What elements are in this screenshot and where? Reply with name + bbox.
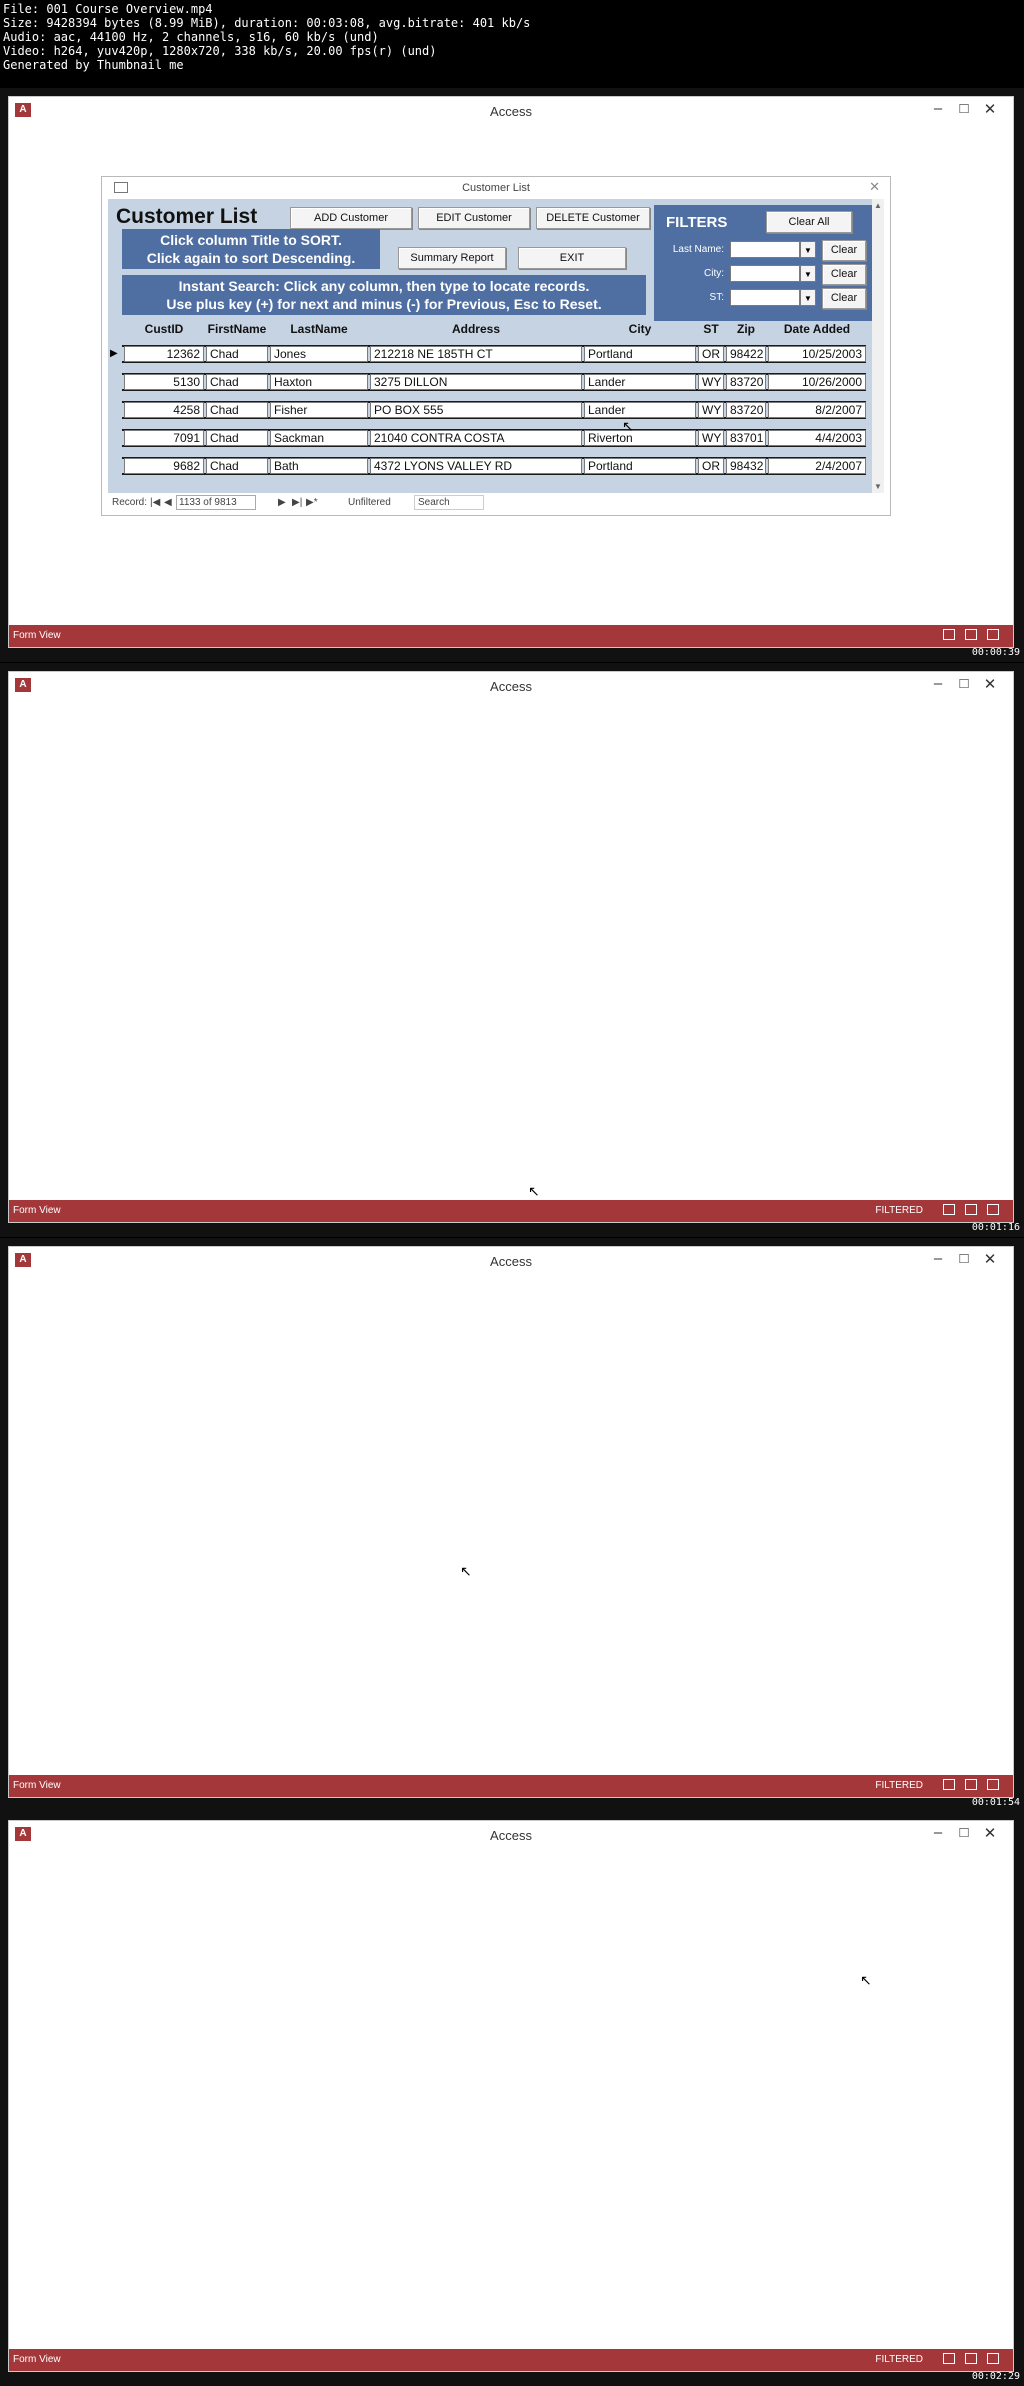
cell-city[interactable]: Lander [584,402,696,418]
form-view-icon[interactable] [943,629,955,640]
city-filter-clear-button[interactable]: Clear [822,264,866,285]
meta-line: Generated by Thumbnail me [3,58,184,72]
cell-st[interactable]: WY [698,374,724,390]
city-filter-label: City: [704,268,724,279]
maximize-icon[interactable]: □ [959,1824,969,1841]
scroll-up-icon[interactable]: ▲ [874,201,882,210]
cell-address[interactable]: PO BOX 555 [370,402,582,418]
column-header-city[interactable]: City [628,322,652,336]
cell-city[interactable]: Portland [584,458,696,474]
window-title: Access [490,1254,532,1269]
close-icon[interactable]: ✕ [983,1251,997,1268]
mouse-cursor-icon: ↖ [622,418,634,434]
video-timestamp: 00:01:54 [971,1797,1020,1808]
access-app-icon: A [15,103,31,117]
cell-zip[interactable]: 83720 [726,374,766,390]
mouse-cursor-icon: ↖ [528,1183,540,1199]
window-titlebar [9,672,1013,700]
cell-custid[interactable]: 9682 [124,458,204,474]
access-window [8,96,1014,648]
cell-custid[interactable]: 12362 [124,346,204,362]
first-record-icon[interactable]: |◀ [150,497,161,508]
filters-panel [654,205,872,321]
new-record-icon[interactable]: ▶* [306,497,318,508]
state-filter-dropdown-icon[interactable]: ▼ [800,289,816,306]
cell-firstname[interactable]: Chad [206,346,268,362]
edit-customer-button[interactable]: EDIT Customer [418,207,530,229]
cell-date-added[interactable]: 2/4/2007 [768,458,866,474]
datasheet-view-icon[interactable] [965,2353,977,2364]
column-header-date-added[interactable]: Date Added [783,322,851,336]
window-titlebar [9,1821,1013,1849]
cell-date-added[interactable]: 10/26/2000 [768,374,866,390]
form-view-label: Form View [13,1780,61,1791]
sort-instructions [122,229,380,269]
last-name-filter-input[interactable] [730,241,800,258]
cell-custid[interactable]: 4258 [124,402,204,418]
form-body [108,199,872,493]
meta-line: Size: 9428394 bytes (8.99 MiB), duration: 00:03:08, avg.bitrate: 401 kb/s [3,16,531,30]
minimize-icon[interactable]: – [933,1824,943,1841]
cell-zip[interactable]: 83720 [726,402,766,418]
search-text-1: Instant Search: Click any column, then type to locate records. [178,278,590,294]
access-app-icon: A [15,1253,31,1267]
datasheet-view-icon[interactable] [965,1204,977,1215]
layout-view-icon[interactable] [987,2353,999,2364]
access-window [8,671,1014,1223]
cell-st[interactable]: WY [698,402,724,418]
video-timestamp: 00:02:29 [971,2371,1020,2382]
prev-record-icon[interactable]: ◀ [164,497,172,508]
table-row[interactable] [108,343,872,365]
form-view-icon[interactable] [943,1779,955,1790]
last-record-icon[interactable]: ▶| [292,497,303,508]
video-timestamp: 00:00:39 [971,647,1020,658]
minimize-icon[interactable]: – [933,675,943,692]
table-row[interactable] [108,455,872,477]
window-title: Access [490,1828,532,1843]
cell-zip[interactable]: 98432 [726,458,766,474]
cell-date-added[interactable]: 10/25/2003 [768,346,866,362]
table-row[interactable] [108,399,872,421]
mouse-cursor-icon: ↖ [860,1972,872,1988]
form-view-label: Form View [13,1205,61,1216]
column-header-lastname[interactable]: LastName [290,322,348,336]
cell-city[interactable]: Lander [584,374,696,390]
cell-firstname[interactable]: Chad [206,430,268,446]
mouse-cursor-icon: ↖ [460,1563,472,1579]
form-view-label: Form View [13,2354,61,2365]
cell-lastname[interactable]: Sackman [270,430,368,446]
meta-line: File: 001 Course Overview.mp4 [3,2,213,16]
cell-date-added[interactable]: 8/2/2007 [768,402,866,418]
cell-address[interactable]: 212218 NE 185TH CT [370,346,582,362]
record-label: Record: [112,497,148,508]
cell-lastname[interactable]: Haxton [270,374,368,390]
clear-all-button[interactable]: Clear All [766,211,852,233]
cell-address[interactable]: 21040 CONTRA COSTA [370,430,582,446]
video-frame [0,88,1024,662]
video-timestamp: 00:01:16 [971,1222,1020,1233]
window-titlebar [9,97,1013,125]
meta-line: Audio: aac, 44100 Hz, 2 channels, s16, 60 kb/s (und) [3,30,379,44]
exit-button[interactable]: EXIT [518,247,626,269]
status-bar [9,625,1013,647]
access-window [8,1246,1014,1798]
cell-custid[interactable]: 5130 [124,374,204,390]
column-header-row [108,321,872,337]
layout-view-icon[interactable] [987,629,999,640]
meta-line: Video: h264, yuv420p, 1280x720, 338 kb/s, 20.00 fps(r) (und) [3,44,437,58]
sort-text-2: Click again to sort Descending. [146,250,356,266]
delete-customer-button[interactable]: DELETE Customer [536,207,650,229]
state-filter-label: ST: [709,292,724,303]
column-header-address[interactable]: Address [451,322,501,336]
cell-address[interactable]: 3275 DILLON [370,374,582,390]
column-header-zip[interactable]: Zip [737,322,755,336]
state-filter-input[interactable] [730,289,800,306]
status-bar [9,2349,1013,2371]
form-view-icon[interactable] [943,2353,955,2364]
last-name-filter-clear-button[interactable]: Clear [822,240,866,261]
cell-lastname[interactable]: Jones [270,346,368,362]
video-frame [0,1812,1024,2386]
cell-firstname[interactable]: Chad [206,458,268,474]
cell-firstname[interactable]: Chad [206,402,268,418]
form-close-icon[interactable]: ✕ [869,179,880,194]
record-selector-icon[interactable]: ▶ [110,348,118,359]
column-header-firstname[interactable]: FirstName [207,322,267,336]
access-app-icon: A [15,1827,31,1841]
filter-toggle-button[interactable]: Unfiltered [348,497,391,508]
next-record-icon[interactable]: ▶ [278,497,286,508]
search-box[interactable]: Search [414,495,484,510]
state-filter-clear-button[interactable]: Clear [822,288,866,309]
access-window [8,1820,1014,2372]
datasheet-view-icon[interactable] [965,629,977,640]
customer-list-form [101,176,891,516]
close-icon[interactable]: ✕ [983,1825,997,1842]
maximize-icon[interactable]: □ [959,100,969,117]
maximize-icon[interactable]: □ [959,1250,969,1267]
form-view-label: Form View [13,630,61,641]
cell-lastname[interactable]: Bath [270,458,368,474]
cell-custid[interactable]: 7091 [124,430,204,446]
minimize-icon[interactable]: – [933,100,943,117]
form-titlebar [102,177,890,199]
filters-title: FILTERS [666,214,728,231]
column-header-custid[interactable]: CustID [144,322,184,336]
city-filter-input[interactable] [730,265,800,282]
video-frame [0,1238,1024,1812]
record-position-input[interactable]: 1133 of 9813 [176,495,256,510]
window-titlebar [9,1247,1013,1275]
last-name-filter-dropdown-icon[interactable]: ▼ [800,241,816,258]
cell-city[interactable]: Riverton [584,430,696,446]
cell-zip[interactable]: 83701 [726,430,766,446]
form-title: Customer List [462,182,530,194]
sort-text-1: Click column Title to SORT. [160,232,342,248]
city-filter-dropdown-icon[interactable]: ▼ [800,265,816,282]
add-customer-button[interactable]: ADD Customer [290,207,412,229]
close-icon[interactable]: ✕ [983,101,997,118]
layout-view-icon[interactable] [987,1779,999,1790]
search-instructions [122,275,646,315]
table-row[interactable] [108,427,872,449]
form-view-icon[interactable] [943,1204,955,1215]
cell-st[interactable]: OR [698,458,724,474]
scroll-down-icon[interactable]: ▼ [874,482,882,491]
maximize-icon[interactable]: □ [959,675,969,692]
datasheet-view-icon[interactable] [965,1779,977,1790]
page-title: Customer List [116,205,258,228]
status-bar [9,1200,1013,1222]
cell-firstname[interactable]: Chad [206,374,268,390]
record-navigation [108,494,870,512]
layout-view-icon[interactable] [987,1204,999,1215]
column-header-st[interactable]: ST [703,322,719,336]
filtered-status: FILTERED [875,1780,923,1791]
cell-address[interactable]: 4372 LYONS VALLEY RD [370,458,582,474]
window-title: Access [490,679,532,694]
video-frame [0,663,1024,1237]
search-text-2: Use plus key (+) for next and minus (-) for Previous, Esc to Reset. [166,296,602,312]
window-title: Access [490,104,532,119]
minimize-icon[interactable]: – [933,1250,943,1267]
cell-date-added[interactable]: 4/4/2003 [768,430,866,446]
cell-st[interactable]: WY [698,430,724,446]
status-bar [9,1775,1013,1797]
cell-st[interactable]: OR [698,346,724,362]
cell-zip[interactable]: 98422 [726,346,766,362]
filtered-status: FILTERED [875,2354,923,2365]
vertical-scrollbar[interactable] [871,199,884,493]
cell-lastname[interactable]: Fisher [270,402,368,418]
filtered-status: FILTERED [875,1205,923,1216]
cell-city[interactable]: Portland [584,346,696,362]
last-name-filter-label: Last Name: [672,244,724,255]
video-metadata [0,0,1024,88]
close-icon[interactable]: ✕ [983,676,997,693]
summary-report-button[interactable]: Summary Report [398,247,506,269]
access-app-icon: A [15,678,31,692]
table-row[interactable] [108,371,872,393]
